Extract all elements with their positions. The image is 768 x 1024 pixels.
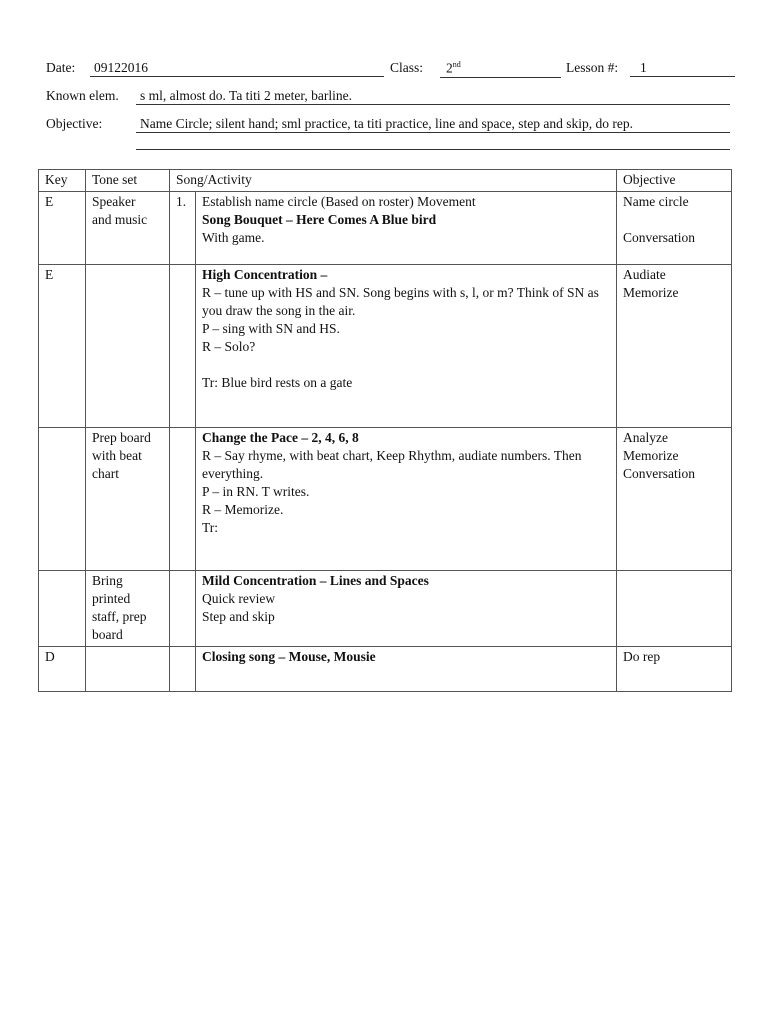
lesson-plan-table <box>38 169 732 692</box>
tone-set-line: chart <box>92 466 119 481</box>
header-objective: Objective <box>617 170 732 192</box>
activity-line <box>202 356 610 374</box>
activity-number-cell <box>170 571 196 647</box>
tone-set-cell <box>86 571 170 647</box>
activity-line: High Concentration – <box>202 267 328 282</box>
key-cell <box>39 571 86 647</box>
activity-cell <box>196 571 617 647</box>
tone-set-cell <box>86 647 170 692</box>
class-superscript: nd <box>452 60 461 69</box>
objective-line: Conversation <box>623 230 696 245</box>
known-elements-field: s ml, almost do. Ta titi 2 meter, barline. <box>136 88 730 105</box>
objective-line <box>623 211 725 229</box>
tone-set-line: staff, prep <box>92 609 147 624</box>
activity-line: Change the Pace – 2, 4, 6, 8 <box>202 430 359 445</box>
class-field <box>440 60 561 78</box>
lesson-label: Lesson #: <box>566 60 619 75</box>
objective-cell <box>617 571 732 647</box>
activity-line: Tr: <box>202 520 219 535</box>
key-cell: E <box>39 192 86 265</box>
known-elements-label: Known elem. <box>46 88 119 103</box>
tone-set-cell <box>86 265 170 428</box>
objective-line: Memorize <box>623 448 679 463</box>
activity-number-cell <box>170 428 196 571</box>
activity-number-cell <box>170 647 196 692</box>
header-song-activity: Song/Activity <box>170 170 617 192</box>
table-header-row <box>39 170 732 192</box>
table-row <box>39 428 732 571</box>
tone-set-cell <box>86 428 170 571</box>
key-cell: D <box>39 647 86 692</box>
tone-set-line: and music <box>92 212 148 227</box>
class-value: 2 <box>446 60 453 76</box>
class-label: Class: <box>390 60 424 75</box>
objective-cell <box>617 265 732 428</box>
table-row <box>39 265 732 428</box>
activity-line: With game. <box>202 230 265 245</box>
objective-line: Memorize <box>623 285 679 300</box>
objective-line: Name circle <box>623 194 689 209</box>
activity-cell <box>196 265 617 428</box>
activity-line: R – Say rhyme, with beat chart, Keep Rhythm, audiate numbers. Then everything. <box>202 448 582 481</box>
objective-cell <box>617 428 732 571</box>
objective-line: Audiate <box>623 267 666 282</box>
objective-blank-line <box>136 134 730 150</box>
activity-line: Quick review <box>202 591 276 606</box>
objective-line: Conversation <box>623 466 696 481</box>
key-cell: E <box>39 265 86 428</box>
activity-line: Song Bouquet – Here Comes A Blue bird <box>202 212 437 227</box>
activity-line: Closing song – Mouse, Mousie <box>202 649 376 664</box>
objective-line: Do rep <box>623 649 661 664</box>
tone-set-line: Bring <box>92 573 123 588</box>
header-key: Key <box>39 170 86 192</box>
tone-set-line: Speaker <box>92 194 136 209</box>
activity-cell <box>196 192 617 265</box>
activity-line: R – Memorize. <box>202 502 284 517</box>
activity-cell <box>196 428 617 571</box>
activity-line: P – sing with SN and HS. <box>202 321 340 336</box>
activity-line: Mild Concentration – Lines and Spaces <box>202 573 429 588</box>
objective-cell <box>617 647 732 692</box>
activity-number-cell: 1. <box>170 192 196 265</box>
activity-number-cell <box>170 265 196 428</box>
key-cell <box>39 428 86 571</box>
lesson-field: 1 <box>630 60 735 77</box>
tone-set-line: board <box>92 627 123 642</box>
activity-line: Establish name circle (Based on roster) Movement <box>202 194 476 209</box>
tone-set-cell <box>86 192 170 265</box>
tone-set-line: Prep board <box>92 430 151 445</box>
objective-label: Objective: <box>46 116 103 131</box>
header-tone-set: Tone set <box>86 170 170 192</box>
objective-line: Analyze <box>623 430 668 445</box>
activity-line: Step and skip <box>202 609 275 624</box>
objective-field: Name Circle; silent hand; sml practice, ta titi practice, line and space, step and skip, do rep. <box>136 116 730 133</box>
objective-cell <box>617 192 732 265</box>
tone-set-line: printed <box>92 591 131 606</box>
table-row <box>39 647 732 692</box>
activity-line: P – in RN. T writes. <box>202 484 310 499</box>
table-row <box>39 571 732 647</box>
date-label: Date: <box>46 60 76 75</box>
date-field: 09122016 <box>90 60 384 77</box>
tone-set-line: with beat <box>92 448 142 463</box>
activity-line: R – tune up with HS and SN. Song begins with s, l, or m? Think of SN as you draw the song in the air. <box>202 285 599 318</box>
activity-cell <box>196 647 617 692</box>
table-row <box>39 192 732 265</box>
activity-line: R – Solo? <box>202 339 256 354</box>
activity-line: Tr: Blue bird rests on a gate <box>202 375 353 390</box>
